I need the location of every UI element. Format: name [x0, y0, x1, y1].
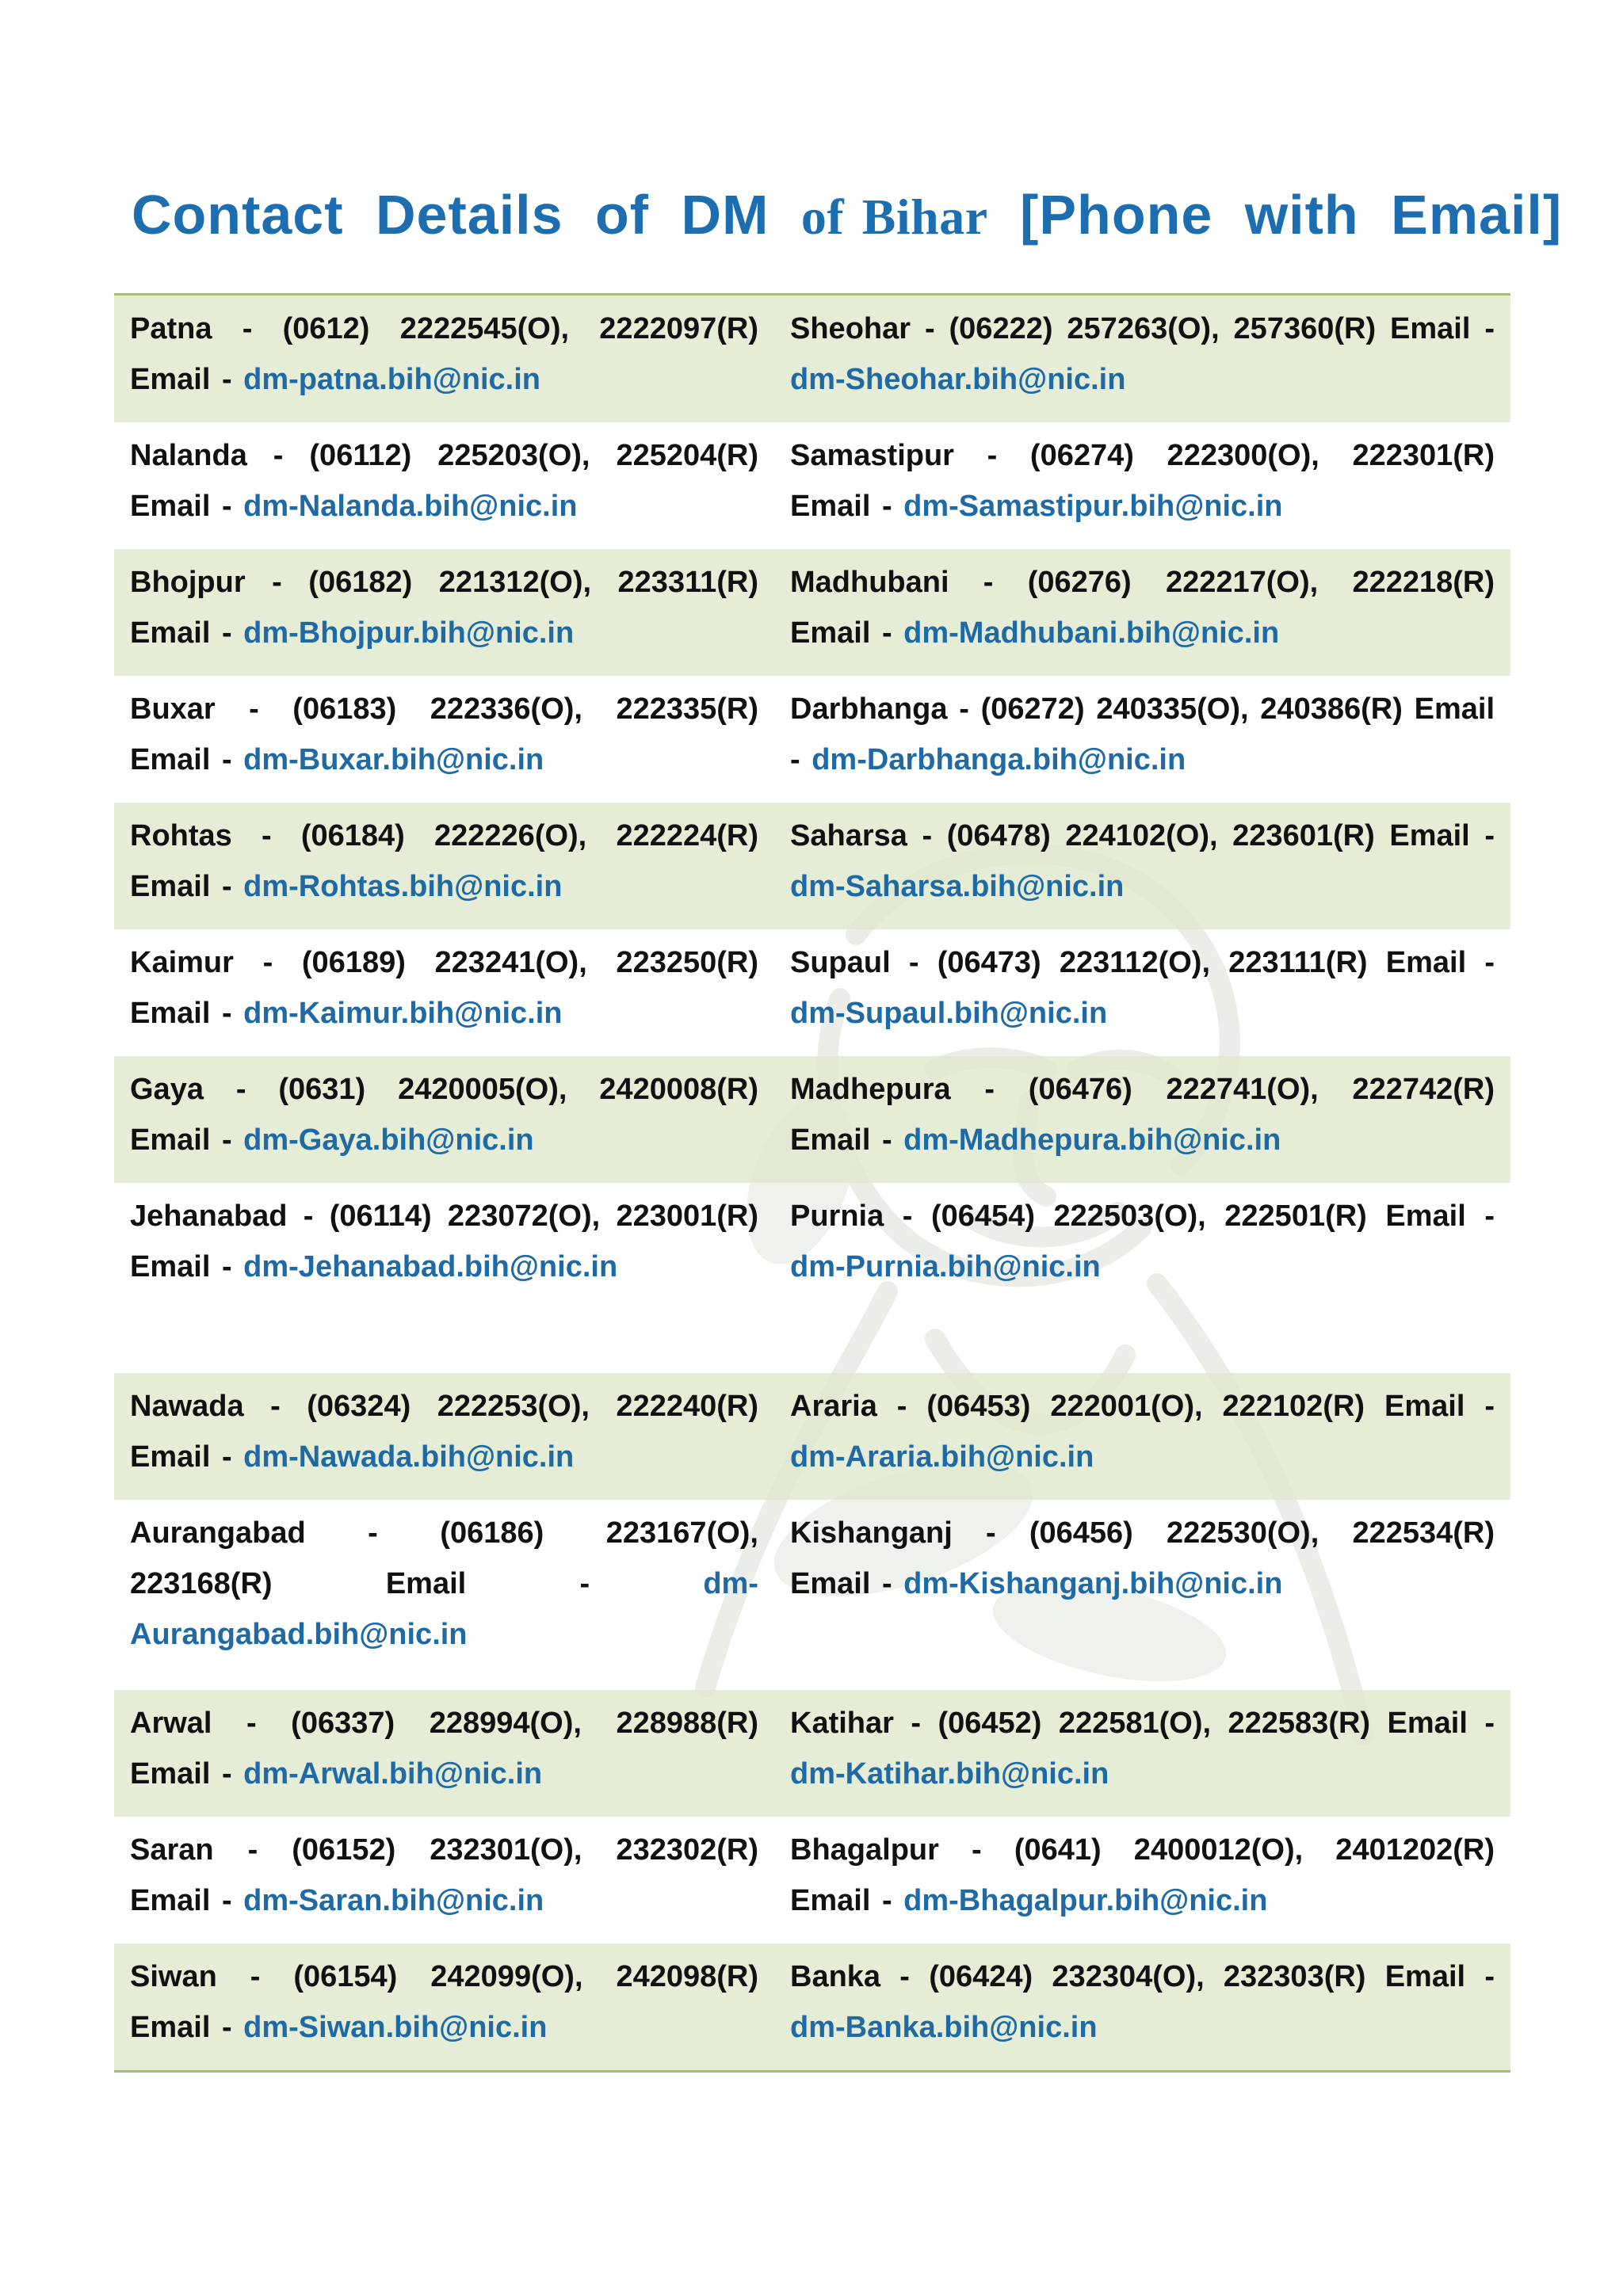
contact-text: Arwal - (06337) 228994(O), 228988(R): [130, 1707, 758, 1740]
email-label: Email -: [130, 490, 244, 523]
table-row: [114, 1817, 1510, 1943]
table-row: [114, 1056, 1510, 1183]
email-label: Email -: [130, 1440, 244, 1474]
email-label: Email -: [790, 692, 1495, 776]
contact-cell-right: [774, 684, 1510, 788]
email-label: Email -: [1384, 1960, 1495, 1993]
email-label: Email -: [1385, 1199, 1495, 1233]
contact-text: Madhubani - (06276) 222217(O), 222218(R): [790, 566, 1495, 599]
contact-cell-right: [774, 1381, 1510, 1486]
contact-cell-left: [114, 810, 774, 915]
contact-cell-right: [774, 810, 1510, 915]
email-label: Email -: [790, 490, 904, 523]
email-link[interactable]: dm-Supaul.bih@nic.in: [790, 997, 1108, 1030]
table-row: [114, 676, 1510, 803]
email-link[interactable]: dm-Arwal.bih@nic.in: [243, 1757, 543, 1791]
contact-text: Jehanabad - (06114) 223072(O), 223001(R): [130, 1199, 758, 1233]
contact-cell-right: [774, 1825, 1510, 1929]
table-row: [114, 1373, 1510, 1500]
email-label: Email -: [130, 1250, 244, 1283]
contact-text: Nawada - (06324) 222253(O), 222240(R): [130, 1390, 758, 1423]
email-label: Email -: [790, 616, 904, 650]
contact-text: Buxar - (06183) 222336(O), 222335(R): [130, 692, 758, 726]
table-row: [114, 1500, 1510, 1690]
email-label: Email -: [130, 997, 244, 1030]
contact-cell-right: [774, 303, 1510, 408]
contact-cell-right: [774, 1698, 1510, 1802]
email-label: Email -: [1384, 1390, 1495, 1423]
contact-cell-left: [114, 684, 774, 788]
email-label: Email -: [1385, 946, 1495, 979]
contact-text: Rohtas - (06184) 222226(O), 222224(R): [130, 819, 758, 852]
email-link[interactable]: dm-Nalanda.bih@nic.in: [243, 490, 578, 523]
contact-cell-right: [774, 937, 1510, 1042]
contact-text: Aurangabad - (06186) 223167(O), 223168(R): [130, 1516, 758, 1600]
title-part-1: Contact Details of DM: [132, 184, 801, 246]
email-label: Email -: [790, 1567, 904, 1600]
contact-text: Saran - (06152) 232301(O), 232302(R): [130, 1833, 758, 1867]
contact-text: Sheohar - (06222) 257263(O), 257360(R): [790, 312, 1377, 345]
email-label: Email -: [130, 616, 244, 650]
contact-text: Darbhanga - (06272) 240335(O), 240386(R): [790, 692, 1403, 726]
email-label: Email -: [130, 870, 244, 903]
email-label: Email -: [790, 1884, 904, 1917]
contact-cell-left: [114, 1508, 774, 1676]
contact-cell-right: [774, 1508, 1510, 1676]
email-link[interactable]: dm-Gaya.bih@nic.in: [243, 1123, 534, 1157]
email-link[interactable]: dm-Kaimur.bih@nic.in: [243, 997, 563, 1030]
email-link[interactable]: dm-Buxar.bih@nic.in: [243, 743, 544, 776]
contact-text: Kaimur - (06189) 223241(O), 223250(R): [130, 946, 758, 979]
contact-cell-left: [114, 1698, 774, 1802]
email-link[interactable]: dm-Nawada.bih@nic.in: [243, 1440, 575, 1474]
contact-text: Supaul - (06473) 223112(O), 223111(R): [790, 946, 1368, 979]
table-row: [114, 1183, 1510, 1373]
contact-cell-right: [774, 430, 1510, 535]
email-link[interactable]: dm-Siwan.bih@nic.in: [243, 2011, 548, 2044]
table-row: [114, 929, 1510, 1056]
contact-text: Gaya - (0631) 2420005(O), 2420008(R): [130, 1073, 758, 1106]
contact-cell-left: [114, 1191, 774, 1359]
contact-cell-right: [774, 1064, 1510, 1169]
contact-cell-left: [114, 557, 774, 662]
contact-cell-left: [114, 1064, 774, 1169]
table-row: [114, 549, 1510, 676]
table-row: [114, 422, 1510, 549]
contact-cell-left: [114, 430, 774, 535]
email-link[interactable]: dm-Jehanabad.bih@nic.in: [243, 1250, 618, 1283]
table-row: [114, 803, 1510, 929]
title-part-3: [Phone with Email]: [987, 184, 1563, 246]
contact-table: [114, 293, 1510, 2073]
email-label: Email -: [1390, 312, 1495, 345]
table-row: [114, 1943, 1510, 2070]
contact-text: Saharsa - (06478) 224102(O), 223601(R): [790, 819, 1375, 852]
email-label: Email -: [130, 1123, 244, 1157]
email-link[interactable]: dm-Bhojpur.bih@nic.in: [243, 616, 575, 650]
contact-text: Bhagalpur - (0641) 2400012(O), 2401202(R): [790, 1833, 1495, 1867]
email-link[interactable]: dm-Saran.bih@nic.in: [243, 1884, 544, 1917]
email-link[interactable]: dm-Samastipur.bih@nic.in: [903, 490, 1283, 523]
email-link[interactable]: dm-Madhepura.bih@nic.in: [903, 1123, 1281, 1157]
email-link[interactable]: dm-Araria.bih@nic.in: [790, 1440, 1094, 1474]
email-link[interactable]: dm-Bhagalpur.bih@nic.in: [903, 1884, 1268, 1917]
email-link[interactable]: dm-Aurangabad.bih@nic.in: [130, 1567, 758, 1651]
contact-cell-right: [774, 1951, 1510, 2056]
email-label: Email -: [790, 1123, 904, 1157]
contact-text: Nalanda - (06112) 225203(O), 225204(R): [130, 439, 758, 472]
email-label: Email -: [1387, 1707, 1495, 1740]
contact-text: Bhojpur - (06182) 221312(O), 223311(R): [130, 566, 758, 599]
contact-text: Purnia - (06454) 222503(O), 222501(R): [790, 1199, 1367, 1233]
email-link[interactable]: dm-Rohtas.bih@nic.in: [243, 870, 563, 903]
contact-text: Araria - (06453) 222001(O), 222102(R): [790, 1390, 1365, 1423]
contact-cell-right: [774, 1191, 1510, 1359]
email-link[interactable]: dm-Katihar.bih@nic.in: [790, 1757, 1109, 1791]
contact-text: Banka - (06424) 232304(O), 232303(R): [790, 1960, 1366, 1993]
contact-text: Patna - (0612) 2222545(O), 2222097(R): [130, 312, 758, 345]
email-label: Email -: [385, 1567, 704, 1600]
contact-cell-left: [114, 1381, 774, 1486]
email-label: Email -: [1389, 819, 1495, 852]
table-row: [114, 1690, 1510, 1817]
email-link[interactable]: dm-patna.bih@nic.in: [243, 363, 540, 396]
email-link[interactable]: dm-Darbhanga.bih@nic.in: [812, 743, 1186, 776]
email-label: Email -: [130, 1884, 244, 1917]
contact-text: Samastipur - (06274) 222300(O), 222301(R): [790, 439, 1495, 472]
email-link[interactable]: dm-Banka.bih@nic.in: [790, 2011, 1098, 2044]
table-row: [114, 296, 1510, 422]
title-part-2: of Bihar: [800, 189, 988, 245]
contact-cell-left: [114, 937, 774, 1042]
contact-text: Madhepura - (06476) 222741(O), 222742(R): [790, 1073, 1495, 1106]
contact-cell-left: [114, 1825, 774, 1929]
email-link[interactable]: dm-Sheohar.bih@nic.in: [790, 363, 1126, 396]
contact-cell-left: [114, 1951, 774, 2056]
email-label: Email -: [130, 1757, 244, 1791]
contact-text: Siwan - (06154) 242099(O), 242098(R): [130, 1960, 758, 1993]
email-link[interactable]: dm-Purnia.bih@nic.in: [790, 1250, 1101, 1283]
contact-cell-left: [114, 303, 774, 408]
contact-cell-right: [774, 557, 1510, 662]
email-label: Email -: [130, 743, 244, 776]
email-label: Email -: [130, 2011, 244, 2044]
page-title: [132, 179, 1563, 253]
email-link[interactable]: dm-Madhubani.bih@nic.in: [903, 616, 1280, 650]
contact-text: Kishanganj - (06456) 222530(O), 222534(R): [790, 1516, 1495, 1550]
email-link[interactable]: dm-Kishanganj.bih@nic.in: [903, 1567, 1283, 1600]
email-label: Email -: [130, 363, 244, 396]
contact-text: Katihar - (06452) 222581(O), 222583(R): [790, 1707, 1371, 1740]
email-link[interactable]: dm-Saharsa.bih@nic.in: [790, 870, 1125, 903]
